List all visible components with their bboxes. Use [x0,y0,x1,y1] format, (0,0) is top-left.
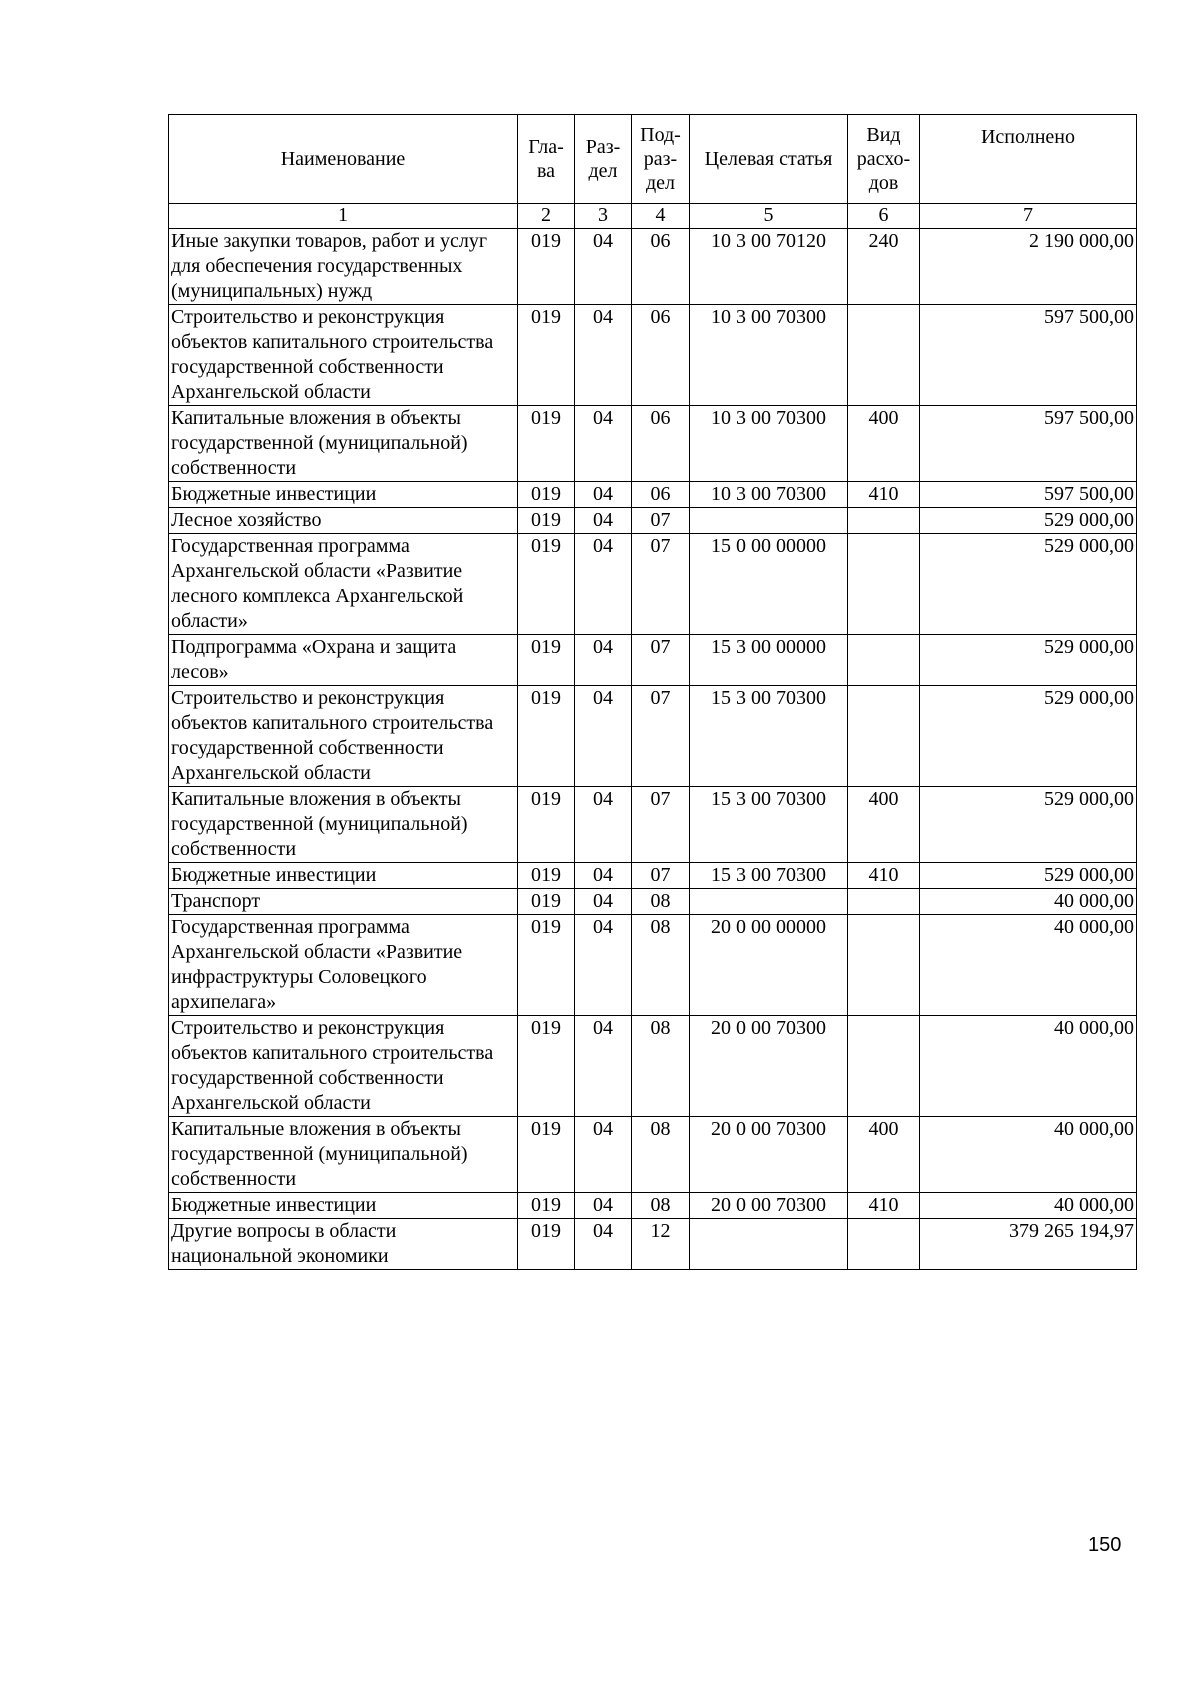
cell-expense-type: 410 [848,863,920,889]
table-row [169,406,1137,482]
cell-expense-type [848,686,920,787]
cell-chapter: 019 [518,406,575,482]
cell-subsection: 07 [632,787,690,863]
column-number: 7 [920,204,1137,229]
cell-executed: 40 000,00 [920,1117,1137,1193]
cell-subsection: 06 [632,482,690,508]
table-row [169,1117,1137,1193]
cell-section: 04 [575,1219,632,1270]
cell-chapter: 019 [518,229,575,305]
header-chapter: Гла- ва [518,115,575,204]
cell-section: 04 [575,863,632,889]
cell-subsection: 07 [632,686,690,787]
cell-section: 04 [575,534,632,635]
cell-name: Строительство и реконструкция объектов капитального строительства государственной собственности Архангельской области [169,1016,518,1117]
cell-target: 15 3 00 00000 [690,635,848,686]
header-name: Наименование [169,115,518,204]
cell-executed: 40 000,00 [920,889,1137,915]
cell-target: 15 0 00 00000 [690,534,848,635]
cell-section: 04 [575,482,632,508]
cell-subsection: 12 [632,1219,690,1270]
table-body [169,229,1137,1270]
cell-executed: 529 000,00 [920,534,1137,635]
cell-subsection: 07 [632,863,690,889]
cell-chapter: 019 [518,482,575,508]
cell-name: Бюджетные инвестиции [169,482,518,508]
cell-name: Строительство и реконструкция объектов капитального строительства государственной собственности Архангельской области [169,686,518,787]
cell-chapter: 019 [518,1117,575,1193]
column-number: 1 [169,204,518,229]
cell-expense-type [848,889,920,915]
table-header-row [169,115,1137,204]
column-number: 3 [575,204,632,229]
cell-target: 15 3 00 70300 [690,863,848,889]
cell-name: Иные закупки товаров, работ и услуг для обеспечения государственных (муниципальных) нужд [169,229,518,305]
cell-section: 04 [575,686,632,787]
cell-executed: 529 000,00 [920,863,1137,889]
cell-expense-type: 410 [848,1193,920,1219]
cell-executed: 529 000,00 [920,787,1137,863]
table-row [169,1193,1137,1219]
cell-expense-type: 400 [848,406,920,482]
column-number: 5 [690,204,848,229]
cell-name: Капитальные вложения в объекты государственной (муниципальной) собственности [169,787,518,863]
cell-subsection: 06 [632,229,690,305]
cell-chapter: 019 [518,889,575,915]
cell-subsection: 08 [632,889,690,915]
cell-target: 20 0 00 70300 [690,1117,848,1193]
cell-target: 10 3 00 70300 [690,305,848,406]
cell-section: 04 [575,1117,632,1193]
cell-expense-type [848,1016,920,1117]
budget-table [168,114,1137,1270]
cell-section: 04 [575,1193,632,1219]
cell-target: 10 3 00 70120 [690,229,848,305]
cell-section: 04 [575,635,632,686]
cell-subsection: 07 [632,508,690,534]
table-row [169,482,1137,508]
header-subsection: Под- раз- дел [632,115,690,204]
column-number: 2 [518,204,575,229]
cell-section: 04 [575,1016,632,1117]
cell-target: 15 3 00 70300 [690,787,848,863]
cell-executed: 40 000,00 [920,1016,1137,1117]
header-section: Раз- дел [575,115,632,204]
cell-name: Другие вопросы в области национальной экономики [169,1219,518,1270]
cell-expense-type: 240 [848,229,920,305]
cell-subsection: 07 [632,534,690,635]
cell-executed: 597 500,00 [920,305,1137,406]
cell-section: 04 [575,787,632,863]
cell-subsection: 08 [632,1117,690,1193]
cell-expense-type [848,1219,920,1270]
cell-section: 04 [575,229,632,305]
cell-target: 15 3 00 70300 [690,686,848,787]
cell-target: 10 3 00 70300 [690,482,848,508]
table-row [169,1016,1137,1117]
cell-name: Капитальные вложения в объекты государственной (муниципальной) собственности [169,1117,518,1193]
cell-section: 04 [575,915,632,1016]
cell-target: 20 0 00 70300 [690,1016,848,1117]
cell-executed: 529 000,00 [920,635,1137,686]
table-row [169,686,1137,787]
cell-section: 04 [575,889,632,915]
column-number: 4 [632,204,690,229]
cell-subsection: 08 [632,1016,690,1117]
cell-chapter: 019 [518,1219,575,1270]
cell-target: 20 0 00 00000 [690,915,848,1016]
cell-expense-type: 410 [848,482,920,508]
cell-chapter: 019 [518,863,575,889]
cell-expense-type [848,305,920,406]
column-number: 6 [848,204,920,229]
column-number-row [169,204,1137,229]
cell-chapter: 019 [518,635,575,686]
cell-target: 20 0 00 70300 [690,1193,848,1219]
cell-expense-type [848,915,920,1016]
table-row [169,889,1137,915]
cell-target [690,508,848,534]
cell-expense-type: 400 [848,787,920,863]
cell-expense-type [848,534,920,635]
cell-subsection: 08 [632,915,690,1016]
table-row [169,229,1137,305]
cell-subsection: 07 [632,635,690,686]
cell-executed: 40 000,00 [920,915,1137,1016]
table-row [169,863,1137,889]
cell-chapter: 019 [518,305,575,406]
cell-name: Бюджетные инвестиции [169,1193,518,1219]
table-row [169,508,1137,534]
header-target: Целевая статья [690,115,848,204]
cell-expense-type: 400 [848,1117,920,1193]
cell-chapter: 019 [518,508,575,534]
page-number: 150 [1088,1534,1122,1556]
table-row [169,305,1137,406]
cell-section: 04 [575,406,632,482]
cell-expense-type [848,635,920,686]
header-expense-type: Вид расхо- дов [848,115,920,204]
cell-chapter: 019 [518,1016,575,1117]
cell-target [690,1219,848,1270]
cell-name: Строительство и реконструкция объектов капитального строительства государственной собственности Архангельской области [169,305,518,406]
cell-expense-type [848,508,920,534]
cell-name: Государственная программа Архангельской области «Развитие лесного комплекса Архангельской области» [169,534,518,635]
cell-chapter: 019 [518,787,575,863]
cell-chapter: 019 [518,686,575,787]
cell-executed: 597 500,00 [920,482,1137,508]
cell-subsection: 06 [632,406,690,482]
cell-executed: 379 265 194,97 [920,1219,1137,1270]
cell-name: Лесное хозяйство [169,508,518,534]
cell-chapter: 019 [518,1193,575,1219]
table-row [169,635,1137,686]
table-row [169,1219,1137,1270]
cell-subsection: 06 [632,305,690,406]
cell-name: Подпрограмма «Охрана и защита лесов» [169,635,518,686]
table-row [169,787,1137,863]
cell-executed: 597 500,00 [920,406,1137,482]
cell-section: 04 [575,305,632,406]
cell-name: Государственная программа Архангельской области «Развитие инфраструктуры Соловецкого архипелага» [169,915,518,1016]
cell-chapter: 019 [518,915,575,1016]
cell-executed: 529 000,00 [920,686,1137,787]
header-executed: Исполнено [920,115,1137,204]
cell-name: Бюджетные инвестиции [169,863,518,889]
cell-name: Капитальные вложения в объекты государственной (муниципальной) собственности [169,406,518,482]
cell-name: Транспорт [169,889,518,915]
cell-executed: 40 000,00 [920,1193,1137,1219]
cell-executed: 529 000,00 [920,508,1137,534]
cell-executed: 2 190 000,00 [920,229,1137,305]
cell-target: 10 3 00 70300 [690,406,848,482]
cell-target [690,889,848,915]
table-row [169,534,1137,635]
cell-section: 04 [575,508,632,534]
table-row [169,915,1137,1016]
cell-subsection: 08 [632,1193,690,1219]
cell-chapter: 019 [518,534,575,635]
